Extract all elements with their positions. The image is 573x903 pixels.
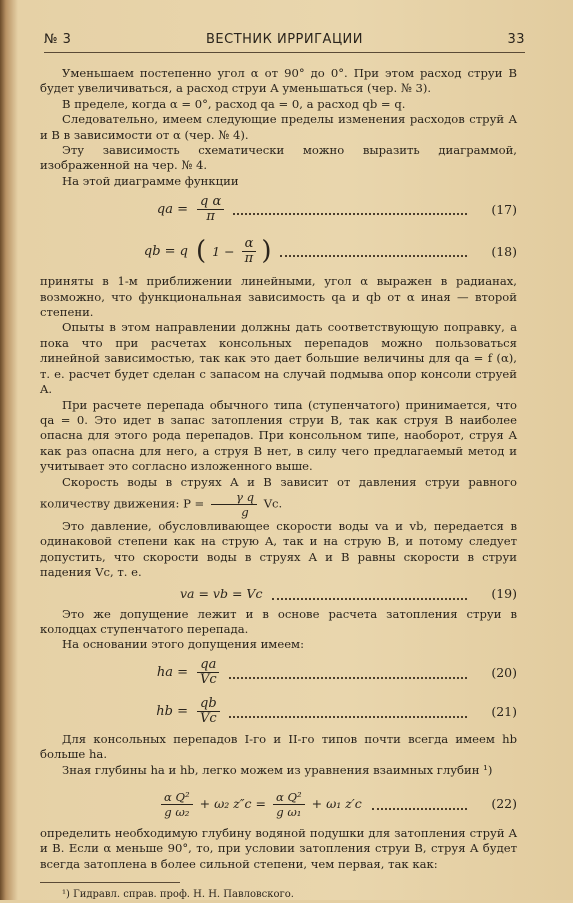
equation-19 [40, 582, 517, 606]
paragraph: На этой диаграмме функции [62, 173, 239, 188]
equation-22 [40, 782, 517, 826]
equation-number: (21) [491, 704, 517, 720]
equation-18 [40, 229, 517, 273]
fraction [211, 490, 257, 519]
numerator: q α [197, 195, 224, 210]
numerator: qa [197, 658, 219, 673]
fraction [197, 697, 220, 726]
leader-dots [229, 706, 467, 718]
denominator: g ω₁ [276, 804, 302, 819]
denominator: Vc [200, 672, 217, 688]
fraction [161, 790, 193, 819]
paragraph: При расчете перепада обычного типа (ступенчатого) принимается, что qa = 0. Это идет в запас затопления струи B, так как струя B наиболее опасна для этого рода перепадов. При консольном типе, наоборот, струя A как раз опасна для него, а струя B нет, в силу чего предлагаемый метод и учитывает это согласно изложенного выше. [40, 397, 517, 474]
running-header [44, 30, 525, 53]
fraction [197, 658, 220, 687]
equation-number: (20) [491, 665, 517, 681]
denominator: g ω₂ [164, 804, 190, 819]
equation-term: + ω₁ z′c [311, 796, 362, 812]
equation-lhs: ha = [156, 665, 188, 681]
denominator: Vc [200, 711, 217, 727]
numerator: α [242, 237, 257, 252]
paragraph: приняты в 1-м приближении линейными, угол α выражен в радианах, возможно, что функциональная зависимость qa и qb от α иная — второй степени. [40, 274, 517, 320]
paragraph-text: Скорость воды в струях A и B зависит от давления струи равного количеству движения: P = [40, 474, 517, 511]
denominator: π [206, 208, 215, 224]
numerator: qb [197, 697, 220, 712]
paragraph: Эту зависимость схематически можно выразить диаграммой, изображенной на чер. № 4. [40, 143, 517, 173]
equation-body: va = vb = Vc [180, 585, 263, 601]
left-paren: ( [196, 236, 207, 267]
equation-20 [40, 654, 517, 692]
numerator: γ q [211, 490, 257, 505]
paragraph: Для консольных перепадов I-го и II-го типов почти всегда имеем hb больше ha. [40, 731, 517, 762]
fraction [242, 237, 257, 266]
footnote-rule [40, 882, 180, 883]
numerator: α Q² [273, 790, 305, 805]
leader-dots [233, 203, 467, 215]
equation-term: + ω₂ z″c = [199, 796, 266, 812]
paragraph: Опыты в этом направлении должны дать соответствующую поправку, а пока что при расчетах консольных перепадов можно пользоваться линейной зависимостью, так как это дает большие величины для qa = f (α), т. е. расчет будет сделан с запасом на случай подмыва опор консоли струей A. [40, 320, 517, 397]
paragraph: Это давление, обусловливающее скорости воды va и vb, передается в одинаковой степени как на струю A, так и на струю B, и потому следует допустить, что скорости воды в струях A и B равны скорости в струи падения Vc, т. е. [40, 518, 517, 580]
paragraph: Это же допущение лежит и в основе расчета затопления струи в колодцах ступенчатого перепада. [40, 606, 517, 636]
one-minus: 1 − [212, 243, 235, 259]
equation-lhs: qb = q [143, 243, 188, 259]
paragraph: На основании этого допущения имеем: [62, 637, 304, 652]
equation-lhs: qa = [156, 201, 188, 217]
equation-17 [40, 190, 517, 228]
denominator: π [244, 250, 254, 266]
footnote: ¹) Гидравл. справ. проф. Н. Н. Павловского. [62, 889, 294, 901]
paragraph: Уменьшаем постепенно угол α от 90° до 0°. При этом расход струи B будет увеличиваться, а расход струи A уменьшаться (чер. № 3). [40, 66, 517, 96]
leader-dots [280, 245, 468, 257]
paragraph: Зная глубины ha и hb, легко можем из уравнения взаимных глубин ¹) [62, 762, 493, 777]
equation-number: (18) [491, 243, 517, 259]
numerator: α Q² [161, 790, 193, 805]
right-paren: ) [261, 236, 272, 267]
leader-dots [272, 588, 467, 600]
paragraph: Следовательно, имеем следующие пределы изменения расходов струй A и B в зависимости от α (чер. № 4). [40, 112, 517, 142]
journal-title: ВЕСТНИК ИРРИГАЦИИ [205, 32, 363, 47]
issue-number: № 3 [44, 32, 72, 47]
leader-dots [229, 667, 467, 679]
equation-21 [40, 693, 517, 731]
paragraph: определить необходимую глубину водяной подушки для затопления струй A и B. Если α меньше 90°, то, при условии затопления струи B, струя A будет всегда затоплена в более сильной степени, чем первая, так как: [40, 826, 517, 871]
paragraph: В пределе, когда α = 0°, расход qa = 0, а расход qb = q. [62, 96, 406, 111]
equation-number: (19) [491, 585, 517, 601]
leader-dots [372, 798, 467, 810]
fraction [273, 790, 305, 819]
article-body [40, 66, 517, 903]
paragraph-with-formula [40, 475, 517, 519]
paragraph-text: Vc. [263, 496, 283, 511]
denominator: g [241, 504, 249, 519]
fraction [197, 195, 224, 224]
equation-number: (17) [491, 201, 517, 217]
equation-number: (22) [491, 796, 517, 812]
equation-lhs: hb = [156, 704, 188, 720]
page-number: 33 [507, 32, 525, 47]
